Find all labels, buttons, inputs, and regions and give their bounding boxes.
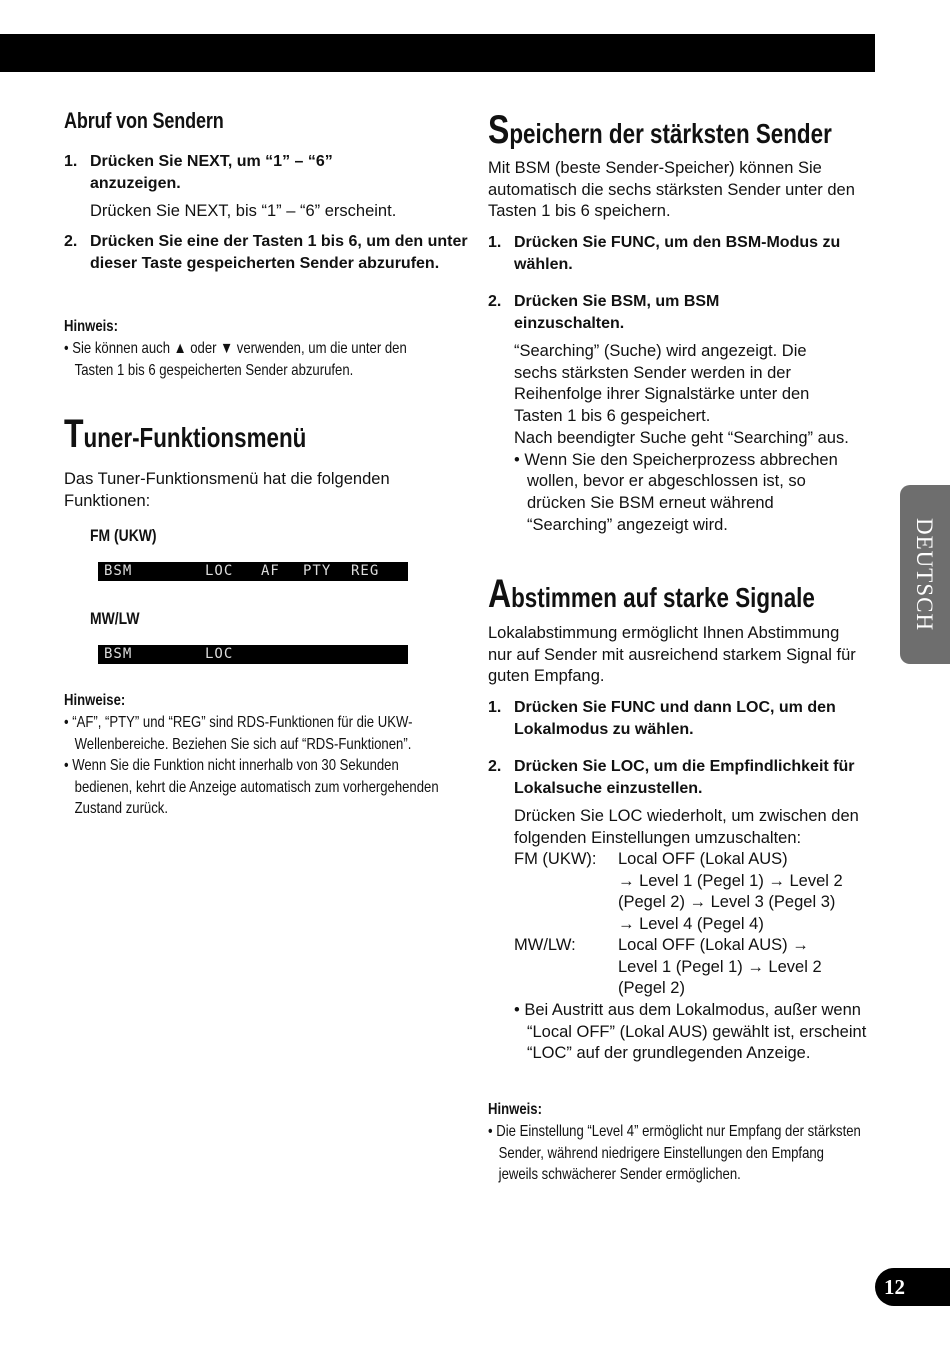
bsm-step-2: 2. Drücken Sie BSM, um BSM einzuschalten. xyxy=(488,293,720,332)
fm-display xyxy=(98,562,408,581)
fm-row-label: FM (UKW): xyxy=(514,850,597,868)
lcd-af: AF xyxy=(261,563,280,579)
mw-display xyxy=(98,645,408,664)
loc-step-1: 1. Drücken Sie FUNC und dann LOC, um den Lokalmodus zu wählen. xyxy=(488,699,836,738)
hinweis-2-item: • Die Einstellung “Level 4” ermöglicht nur Empfang der stärksten Sender, während niedrigere Einstellungen den Empfang jeweils schwächerer Sender ermöglichen. xyxy=(488,1123,861,1183)
bsm-step-1: 1. Drücken Sie FUNC, um den BSM-Modus zu wählen. xyxy=(488,234,841,273)
tuner-intro: Das Tuner-Funktionsmenü hat die folgenden Funktionen: xyxy=(64,470,390,510)
bsm-step-2-body: “Searching” (Suche) wird angezeigt. Die sechs stärksten Sender werden in der Reihenfolge ihrer Signalstärke unter den Tasten 1 bis 6 gespeichert. Nach beendigter Suche geht “Searching” aus. • Wenn Sie den Speicherprozess abbrechen wollen, bevor er abgeschlossen ist, so drücken Sie BSM erneut während “Searching” angezeigt wird. xyxy=(514,341,854,536)
lcd-reg: REG xyxy=(351,563,380,579)
bsm-title: Speichern der stärksten Sender xyxy=(488,108,832,152)
lcd-pty: PTY xyxy=(303,563,332,579)
mw-label: MW/LW xyxy=(90,609,140,628)
fm-label: FM (UKW) xyxy=(90,526,157,545)
bsm-intro: Mit BSM (beste Sender-Speicher) können Sie automatisch die sechs stärksten Sender unter den Tasten 1 bis 6 speichern. xyxy=(488,159,855,221)
abruf-title: Abruf von Sendern xyxy=(64,108,224,133)
hinweis-1-title: Hinweis: xyxy=(64,318,118,335)
lcd-loc: LOC xyxy=(205,563,234,579)
mw-row-label: MW/LW: xyxy=(514,936,576,954)
loc-intro: Lokalabstimmung ermöglicht Ihnen Abstimmung nur auf Sender mit ausreichend starkem Signal für guten Empfang. xyxy=(488,624,856,686)
header-bar xyxy=(0,34,875,72)
mw-row-values: Local OFF (Lokal AUS) → Level 1 (Pegel 1) → Level 2 (Pegel 2) xyxy=(618,936,822,998)
hinweise-item: • Wenn Sie die Funktion nicht innerhalb von 30 Sekunden bedienen, kehrt die Anzeige automatisch zum vorhergehenden Zustand zurück. xyxy=(64,757,439,817)
loc-step-2-body: Drücken Sie LOC wiederholt, um zwischen den folgenden Einstellungen umzuschalten: xyxy=(514,807,859,847)
hinweise-item: • “AF”, “PTY” und “REG” sind RDS-Funktionen für die UKW-Wellenbereiche. Beziehen Sie sich auf “RDS-Funktionen”. xyxy=(64,714,413,753)
abruf-step-2: 2. Drücken Sie eine der Tasten 1 bis 6, um den unter dieser Taste gespeicherten Sender abzurufen. xyxy=(64,233,468,272)
loc-bullet: • Bei Austritt aus dem Lokalmodus, außer wenn “Local OFF” (Lokal AUS) gewählt ist, erscheint “LOC” auf der grundlegenden Anzeige. xyxy=(514,1001,867,1063)
hinweis-2-title: Hinweis: xyxy=(488,1101,542,1118)
language-tab-label: DEUTSCH xyxy=(912,517,937,632)
loc-title: Abstimmen auf starke Signale xyxy=(488,572,815,616)
loc-settings-table xyxy=(514,849,876,1003)
abruf-step-1: 1. Drücken Sie NEXT, um “1” – “6” anzuzeigen. xyxy=(64,153,333,192)
fm-row-values: Local OFF (Lokal AUS) → Level 1 (Pegel 1) → Level 2 (Pegel 2) → Level 3 (Pegel 3) → Level 4 (Pegel 4) xyxy=(618,850,843,934)
lcd-bsm: BSM xyxy=(104,563,133,579)
lcd-loc: LOC xyxy=(205,646,234,662)
hinweise-title: Hinweise: xyxy=(64,692,126,709)
page-number: 12 xyxy=(875,1268,950,1306)
hinweis-1-list xyxy=(64,338,417,381)
loc-step-2: 2. Drücken Sie LOC, um die Empfindlichkeit für Lokalsuche einzustellen. xyxy=(488,758,855,797)
tuner-title: Tuner-Funktionsmenü xyxy=(64,412,307,456)
hinweis-2-list xyxy=(488,1121,861,1186)
bsm-bullet: • Wenn Sie den Speicherprozess abbrechen wollen, bevor er abgeschlossen ist, so drücken Sie BSM erneut während “Searching” angezeigt wird. xyxy=(514,450,838,534)
lcd-bsm: BSM xyxy=(104,646,133,662)
hinweis-1-item: • Sie können auch ▲ oder ▼ verwenden, um die unter den Tasten 1 bis 6 gespeicherten Sender abzurufen. xyxy=(64,340,407,379)
abruf-step-1-body: Drücken Sie NEXT, bis “1” – “6” erscheint. xyxy=(90,202,397,220)
hinweise-list xyxy=(64,712,453,820)
